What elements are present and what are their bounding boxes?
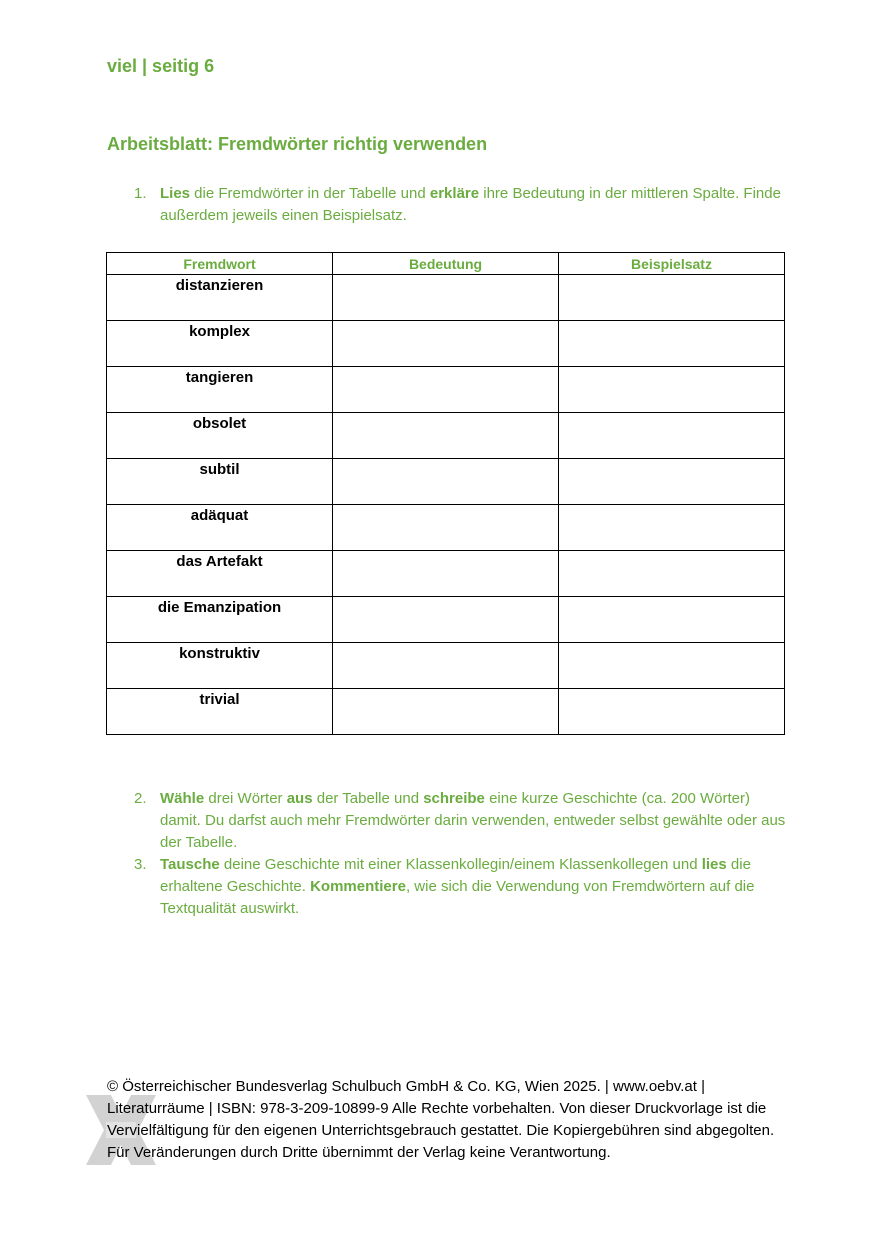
meaning-cell[interactable] <box>333 643 559 689</box>
word-cell: das Artefakt <box>107 551 333 597</box>
table-header-row <box>107 253 785 275</box>
page-header: viel | seitig 6 <box>107 56 215 76</box>
example-cell[interactable] <box>559 505 785 551</box>
meaning-cell[interactable] <box>333 689 559 735</box>
example-cell[interactable] <box>559 413 785 459</box>
meaning-cell[interactable] <box>333 275 559 321</box>
meaning-cell[interactable] <box>333 459 559 505</box>
word-cell: konstruktiv <box>107 643 333 689</box>
example-cell[interactable] <box>559 275 785 321</box>
example-cell[interactable] <box>559 643 785 689</box>
word-cell: adäquat <box>107 505 333 551</box>
word-cell: trivial <box>107 689 333 735</box>
task-2-number: 2. <box>134 790 147 807</box>
task-1-number: 1. <box>134 185 147 202</box>
task-3-number: 3. <box>134 856 147 873</box>
table-row <box>107 597 785 643</box>
example-cell[interactable] <box>559 321 785 367</box>
task-1-text: Lies die Fremdwörter in der Tabelle und erkläre ihre Bedeutung in der mittleren Spalte. Finde außerdem jeweils einen Beispielsatz. <box>160 185 781 224</box>
example-cell[interactable] <box>559 367 785 413</box>
table-row <box>107 551 785 597</box>
column-header-beispielsatz: Beispielsatz <box>559 253 785 275</box>
column-header-fremdwort: Fremdwort <box>107 253 333 275</box>
table-row <box>107 367 785 413</box>
copyright-footer: © Österreichischer Bundesverlag Schulbuch GmbH & Co. KG, Wien 2025. | www.oebv.at | Literaturräume | ISBN: 978-3-209-10899-9 Alle Rechte vorbehalten. Von dieser Druckvorlage ist die Vervielfältigung für den eigenen Unterrichtsgebrauch gestattet. Die Kopiergebühren sind abgegolten. Für Veränderungen durch Dritte übernimmt der Verlag keine Verantwortung. <box>107 1078 775 1161</box>
word-cell: distanzieren <box>107 275 333 321</box>
vocabulary-table <box>106 252 785 735</box>
meaning-cell[interactable] <box>333 413 559 459</box>
meaning-cell[interactable] <box>333 597 559 643</box>
example-cell[interactable] <box>559 551 785 597</box>
example-cell[interactable] <box>559 597 785 643</box>
task-1 <box>134 183 789 227</box>
table-row <box>107 321 785 367</box>
meaning-cell[interactable] <box>333 551 559 597</box>
table-row <box>107 275 785 321</box>
column-header-bedeutung: Bedeutung <box>333 253 559 275</box>
task-2 <box>134 788 789 854</box>
word-cell: tangieren <box>107 367 333 413</box>
table-row <box>107 459 785 505</box>
task-3 <box>134 854 789 920</box>
task-2-text: Wähle drei Wörter aus der Tabelle und schreibe eine kurze Geschichte (ca. 200 Wörter) damit. Du darfst auch mehr Fremdwörter darin verwenden, entweder selbst gewählte oder aus der Tabelle. <box>160 790 786 851</box>
word-cell: obsolet <box>107 413 333 459</box>
example-cell[interactable] <box>559 459 785 505</box>
meaning-cell[interactable] <box>333 367 559 413</box>
worksheet-title: Arbeitsblatt: Fremdwörter richtig verwenden <box>107 134 488 154</box>
word-cell: komplex <box>107 321 333 367</box>
table-row <box>107 413 785 459</box>
example-cell[interactable] <box>559 689 785 735</box>
table-row <box>107 643 785 689</box>
table-row <box>107 505 785 551</box>
meaning-cell[interactable] <box>333 321 559 367</box>
word-cell: subtil <box>107 459 333 505</box>
meaning-cell[interactable] <box>333 505 559 551</box>
table-row <box>107 689 785 735</box>
task-3-text: Tausche deine Geschichte mit einer Klassenkollegin/einem Klassenkollegen und lies die erhaltene Geschichte. Kommentiere, wie sich die Verwendung von Fremdwörtern auf die Textqualität auswirkt. <box>160 856 755 917</box>
word-cell: die Emanzipation <box>107 597 333 643</box>
